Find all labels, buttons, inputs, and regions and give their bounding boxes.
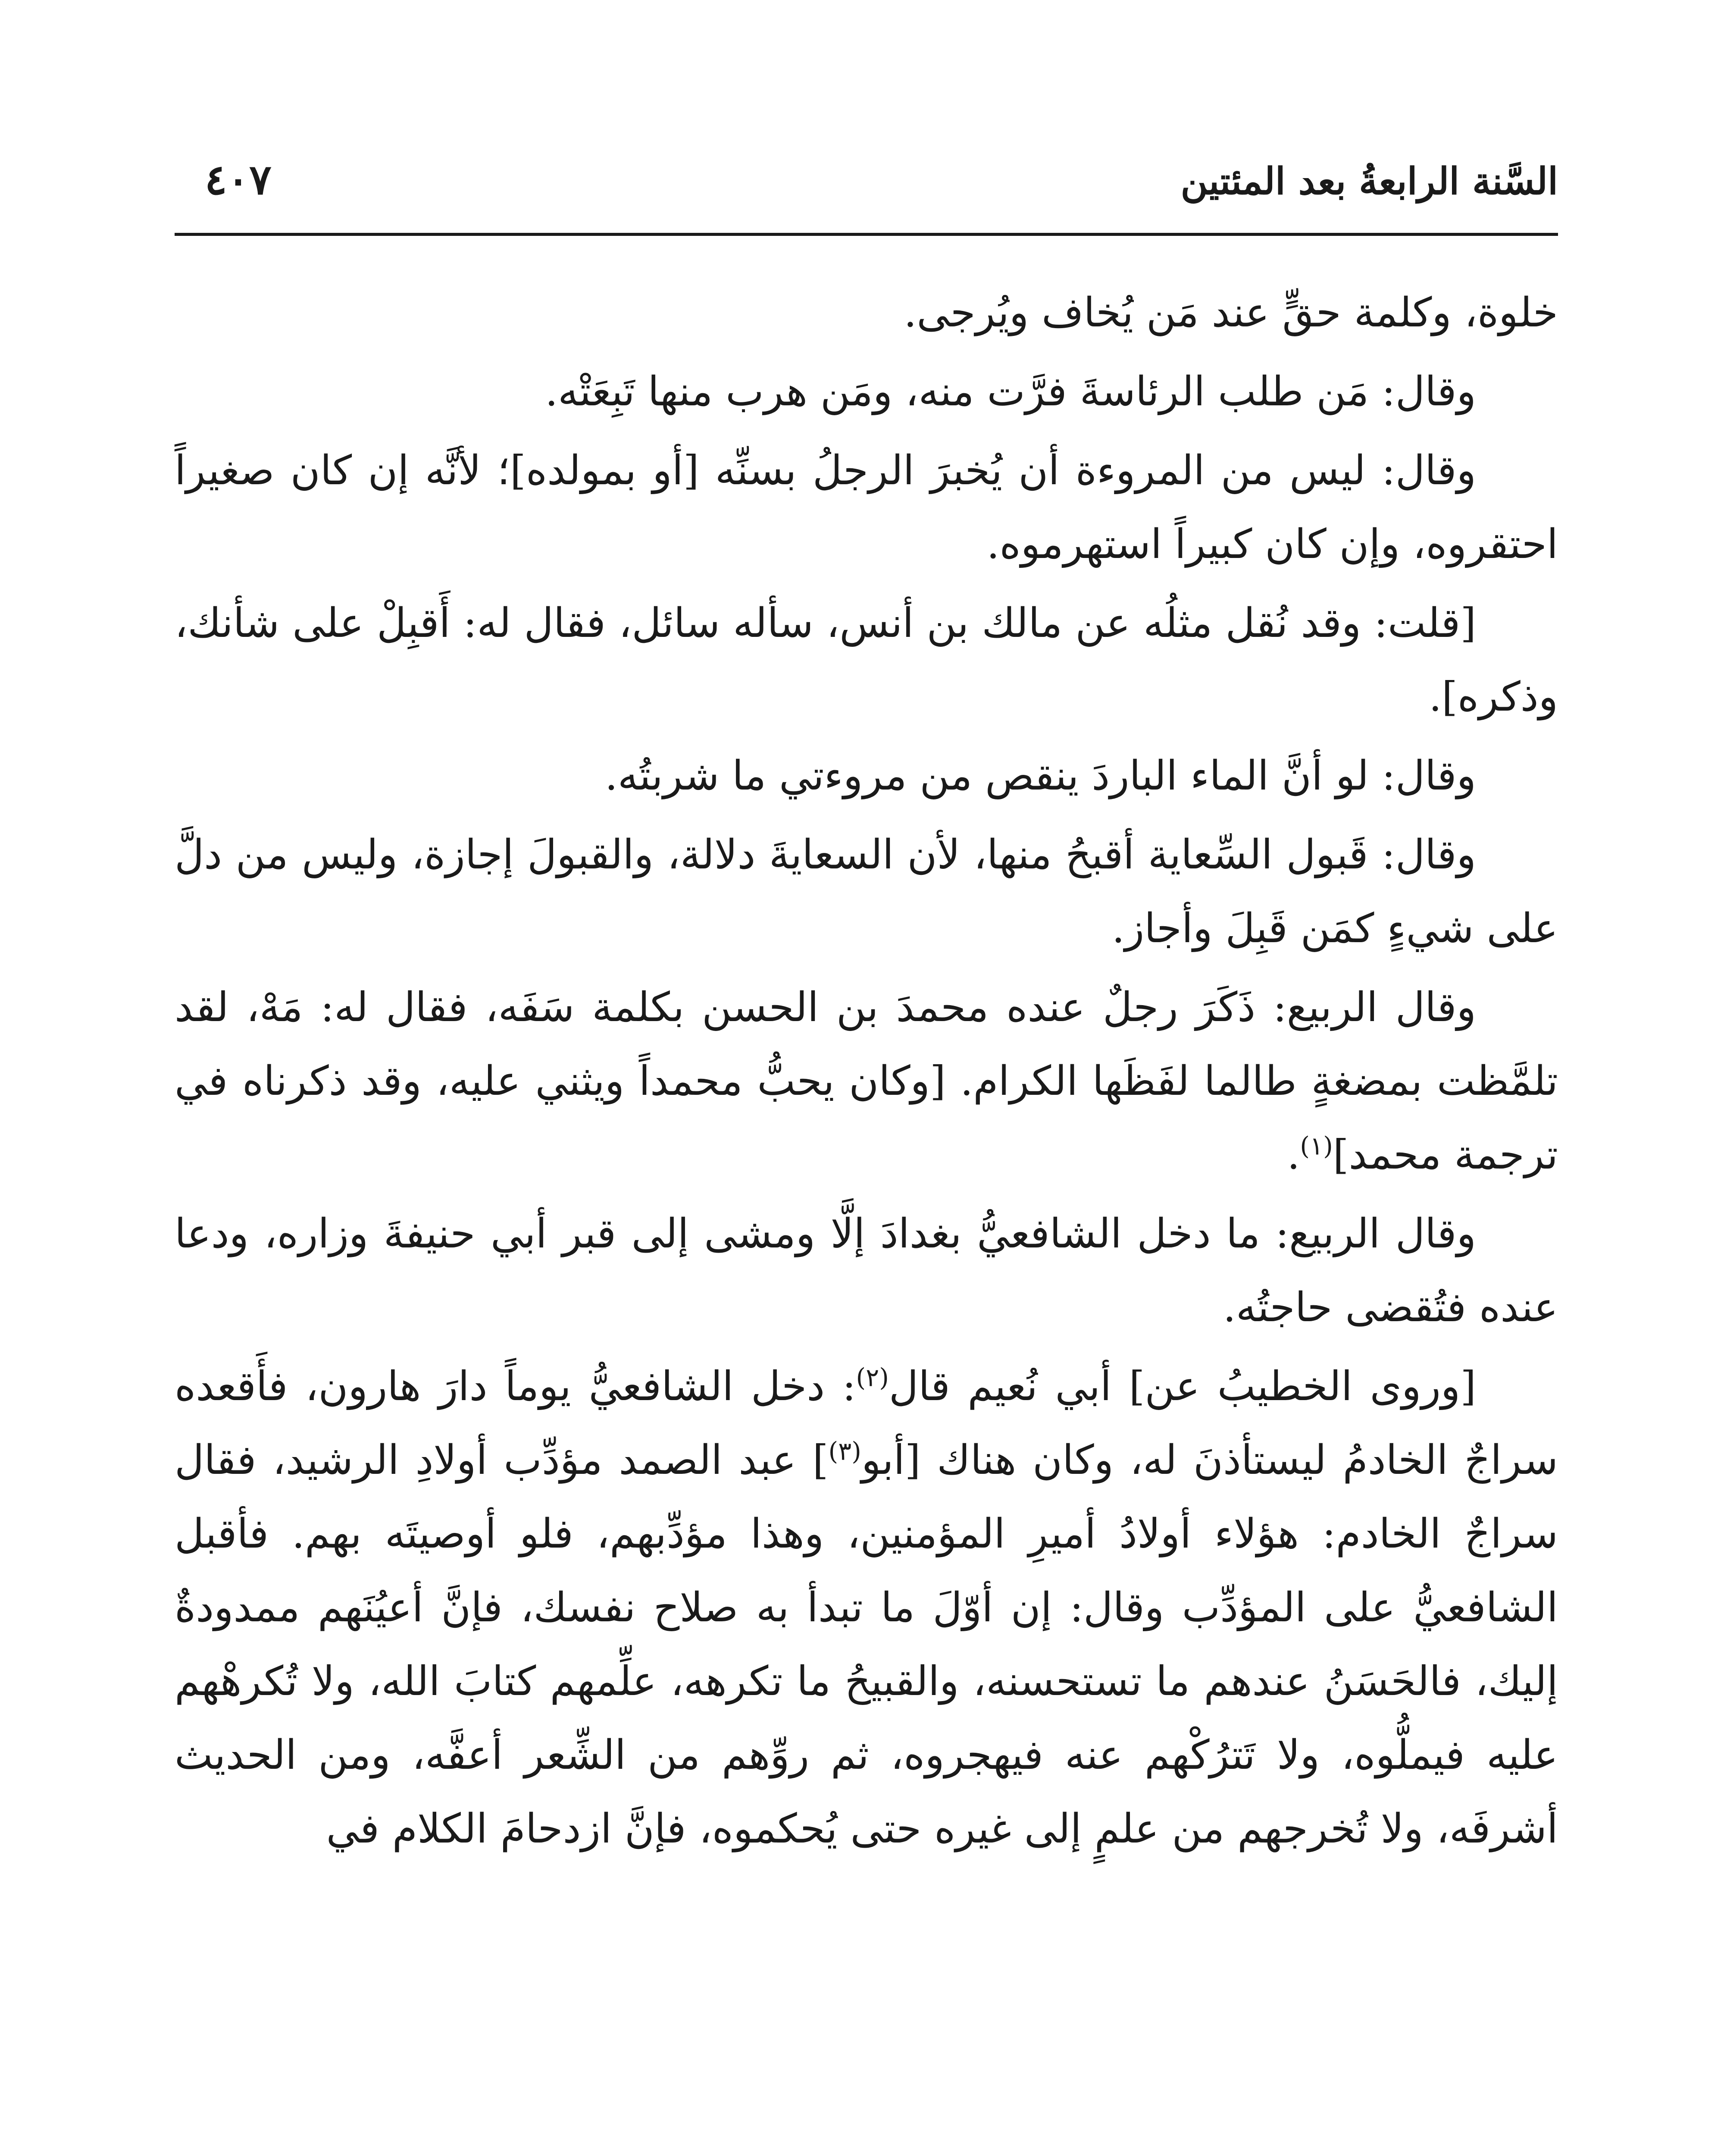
header-divider	[175, 233, 1558, 236]
paragraph	[175, 434, 1558, 581]
page-header	[175, 129, 1558, 229]
paragraph	[175, 1350, 1558, 1866]
paragraph-text: [وروى الخطيبُ عن] أبي نُعيم قال	[889, 1363, 1477, 1410]
paragraph-text: وقال: قَبول السِّعاية أقبحُ منها، لأن السعايةَ دلالة، والقبولَ إجازة، وليس من دلَّ على شيءٍ كمَن قَبِلَ وأجاز.	[175, 831, 1558, 952]
page-number: ٤٠٧	[205, 155, 272, 204]
paragraph	[175, 971, 1558, 1192]
footnote-marker: (١)	[1300, 1131, 1333, 1161]
paragraph	[175, 1197, 1558, 1344]
paragraph-text: وقال: ليس من المروءة أن يُخبرَ الرجلُ بسنِّه [أو بمولده]؛ لأنَّه إن كان صغيراً احتقروه، وإن كان كبيراً استهرموه.	[175, 447, 1558, 568]
paragraph-text: وقال: مَن طلب الرئاسةَ فرَّت منه، ومَن هرب منها تَبِعَتْه.	[545, 368, 1476, 415]
paragraph-text: وقال: لو أنَّ الماء الباردَ ينقص من مروءتي ما شربتُه.	[604, 752, 1476, 799]
paragraph	[175, 818, 1558, 965]
running-title: السَّنة الرابعةُ بعد المئتين	[1180, 160, 1558, 203]
main-text	[175, 276, 1558, 1871]
paragraph-end: .	[1287, 1131, 1300, 1178]
paragraph-text: : دخل الشافعيُّ يوماً دارَ هارون، فأَقعده سراجٌ الخادمُ ليستأذنَ له، وكان هناك [أبو	[175, 1363, 1558, 1484]
paragraph-text: ] عبد الصمد مؤدِّب أولادِ الرشيد، فقال سراجٌ الخادم: هؤلاء أولادُ أميرِ المؤمنين، وهذا مؤدِّبهم، فلو أوصيتَه بهم. فأقبل الشافعيُّ على المؤدِّب وقال: إن أوّلَ ما تبدأ به صلاح نفسك، فإنَّ أعيُنَهم ممدودةٌ إليك، فالحَسَنُ عندهم ما تستحسنه، والقبيحُ ما تكرهه، علِّمهم كتابَ الله، ولا تُكرهْهم عليه فيملُّوه، ولا تَترُكْهم عنه فيهجروه، ثم روِّهم من الشِّعر أعفَّه، ومن الحديث أشرفَه، ولا تُخرجهم من علمٍ إلى غيره حتى يُحكموه، فإنَّ ازدحامَ الكلام في	[175, 1437, 1558, 1852]
paragraph-text: [قلت: وقد نُقل مثلُه عن مالك بن أنس، سأله سائل، فقال له: أَقبِلْ على شأنك، وذكره].	[175, 600, 1558, 721]
paragraph	[175, 586, 1558, 734]
footnote-marker: (٣)	[828, 1436, 861, 1466]
paragraph	[175, 355, 1558, 429]
paragraph	[175, 739, 1558, 813]
paragraph-text: وقال الربيع: ذَكَرَ رجلٌ عنده محمدَ بن الحسن بكلمة سَفَه، فقال له: مَهْ، لقد تلمَّظت بمضغةٍ طالما لفَظَها الكرام. [وكان يحبُّ محمداً ويثني عليه، وقد ذكرناه في ترجمة محمد]	[175, 984, 1558, 1178]
footnote-marker: (٢)	[856, 1363, 889, 1392]
paragraph-text: خلوة، وكلمة حقٍّ عند مَن يُخاف ويُرجى.	[904, 289, 1558, 336]
paragraph-text: وقال الربيع: ما دخل الشافعيُّ بغدادَ إلَّا ومشى إلى قبر أبي حنيفةَ وزاره، ودعا عنده فتُقضى حاجتُه.	[175, 1210, 1558, 1331]
paragraph	[175, 276, 1558, 350]
